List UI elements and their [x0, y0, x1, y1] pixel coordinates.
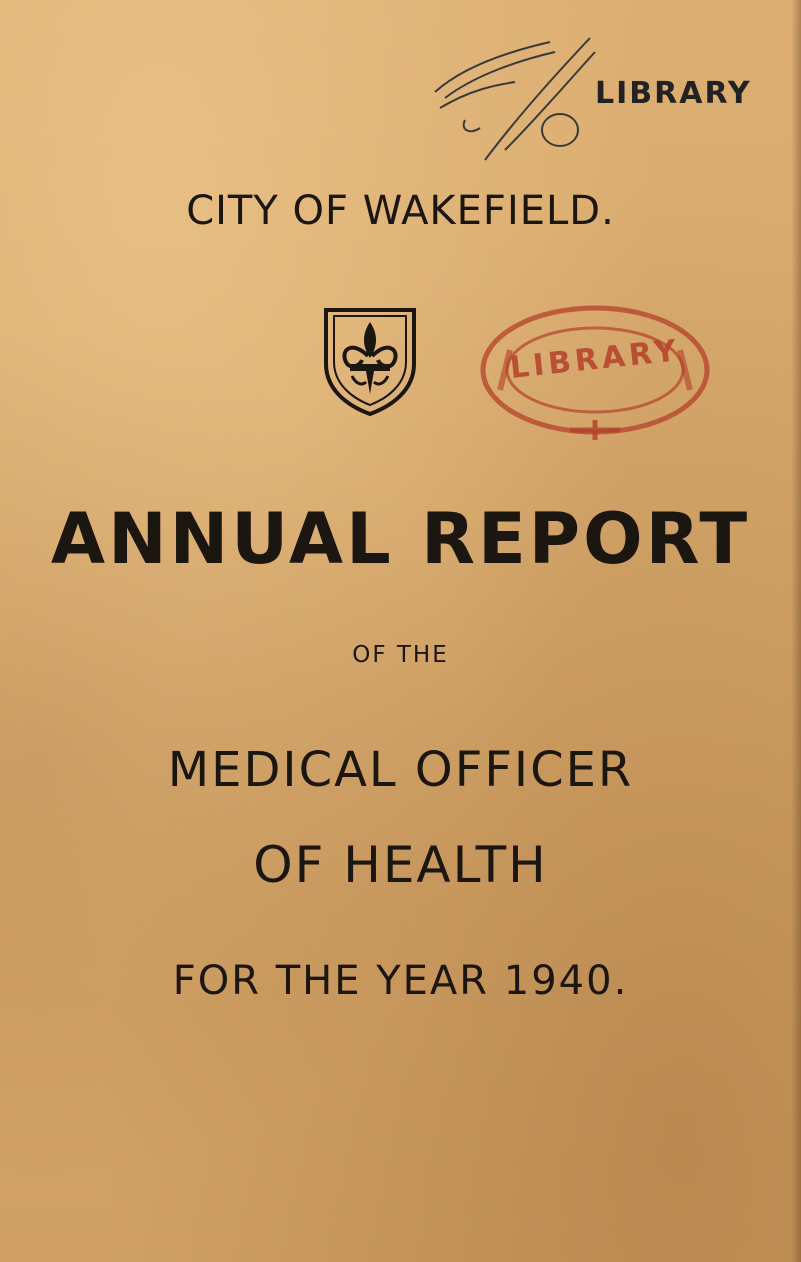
library-stamp-icon	[470, 290, 720, 450]
library-label: LIBRARY	[595, 76, 752, 111]
city-heading: CITY OF WAKEFIELD.	[186, 188, 615, 234]
stamp-text: LIBRARY	[508, 333, 682, 386]
report-subtitle-of-the: OF THE	[352, 642, 449, 668]
handwritten-mark-icon	[425, 30, 605, 180]
report-health-line: OF HEALTH	[253, 836, 548, 894]
report-year-line: FOR THE YEAR 1940.	[172, 958, 629, 1004]
fleur-de-lis-shield-icon	[322, 306, 418, 416]
report-officer-line: MEDICAL OFFICER	[167, 742, 634, 798]
report-title: ANNUAL REPORT	[50, 498, 751, 580]
